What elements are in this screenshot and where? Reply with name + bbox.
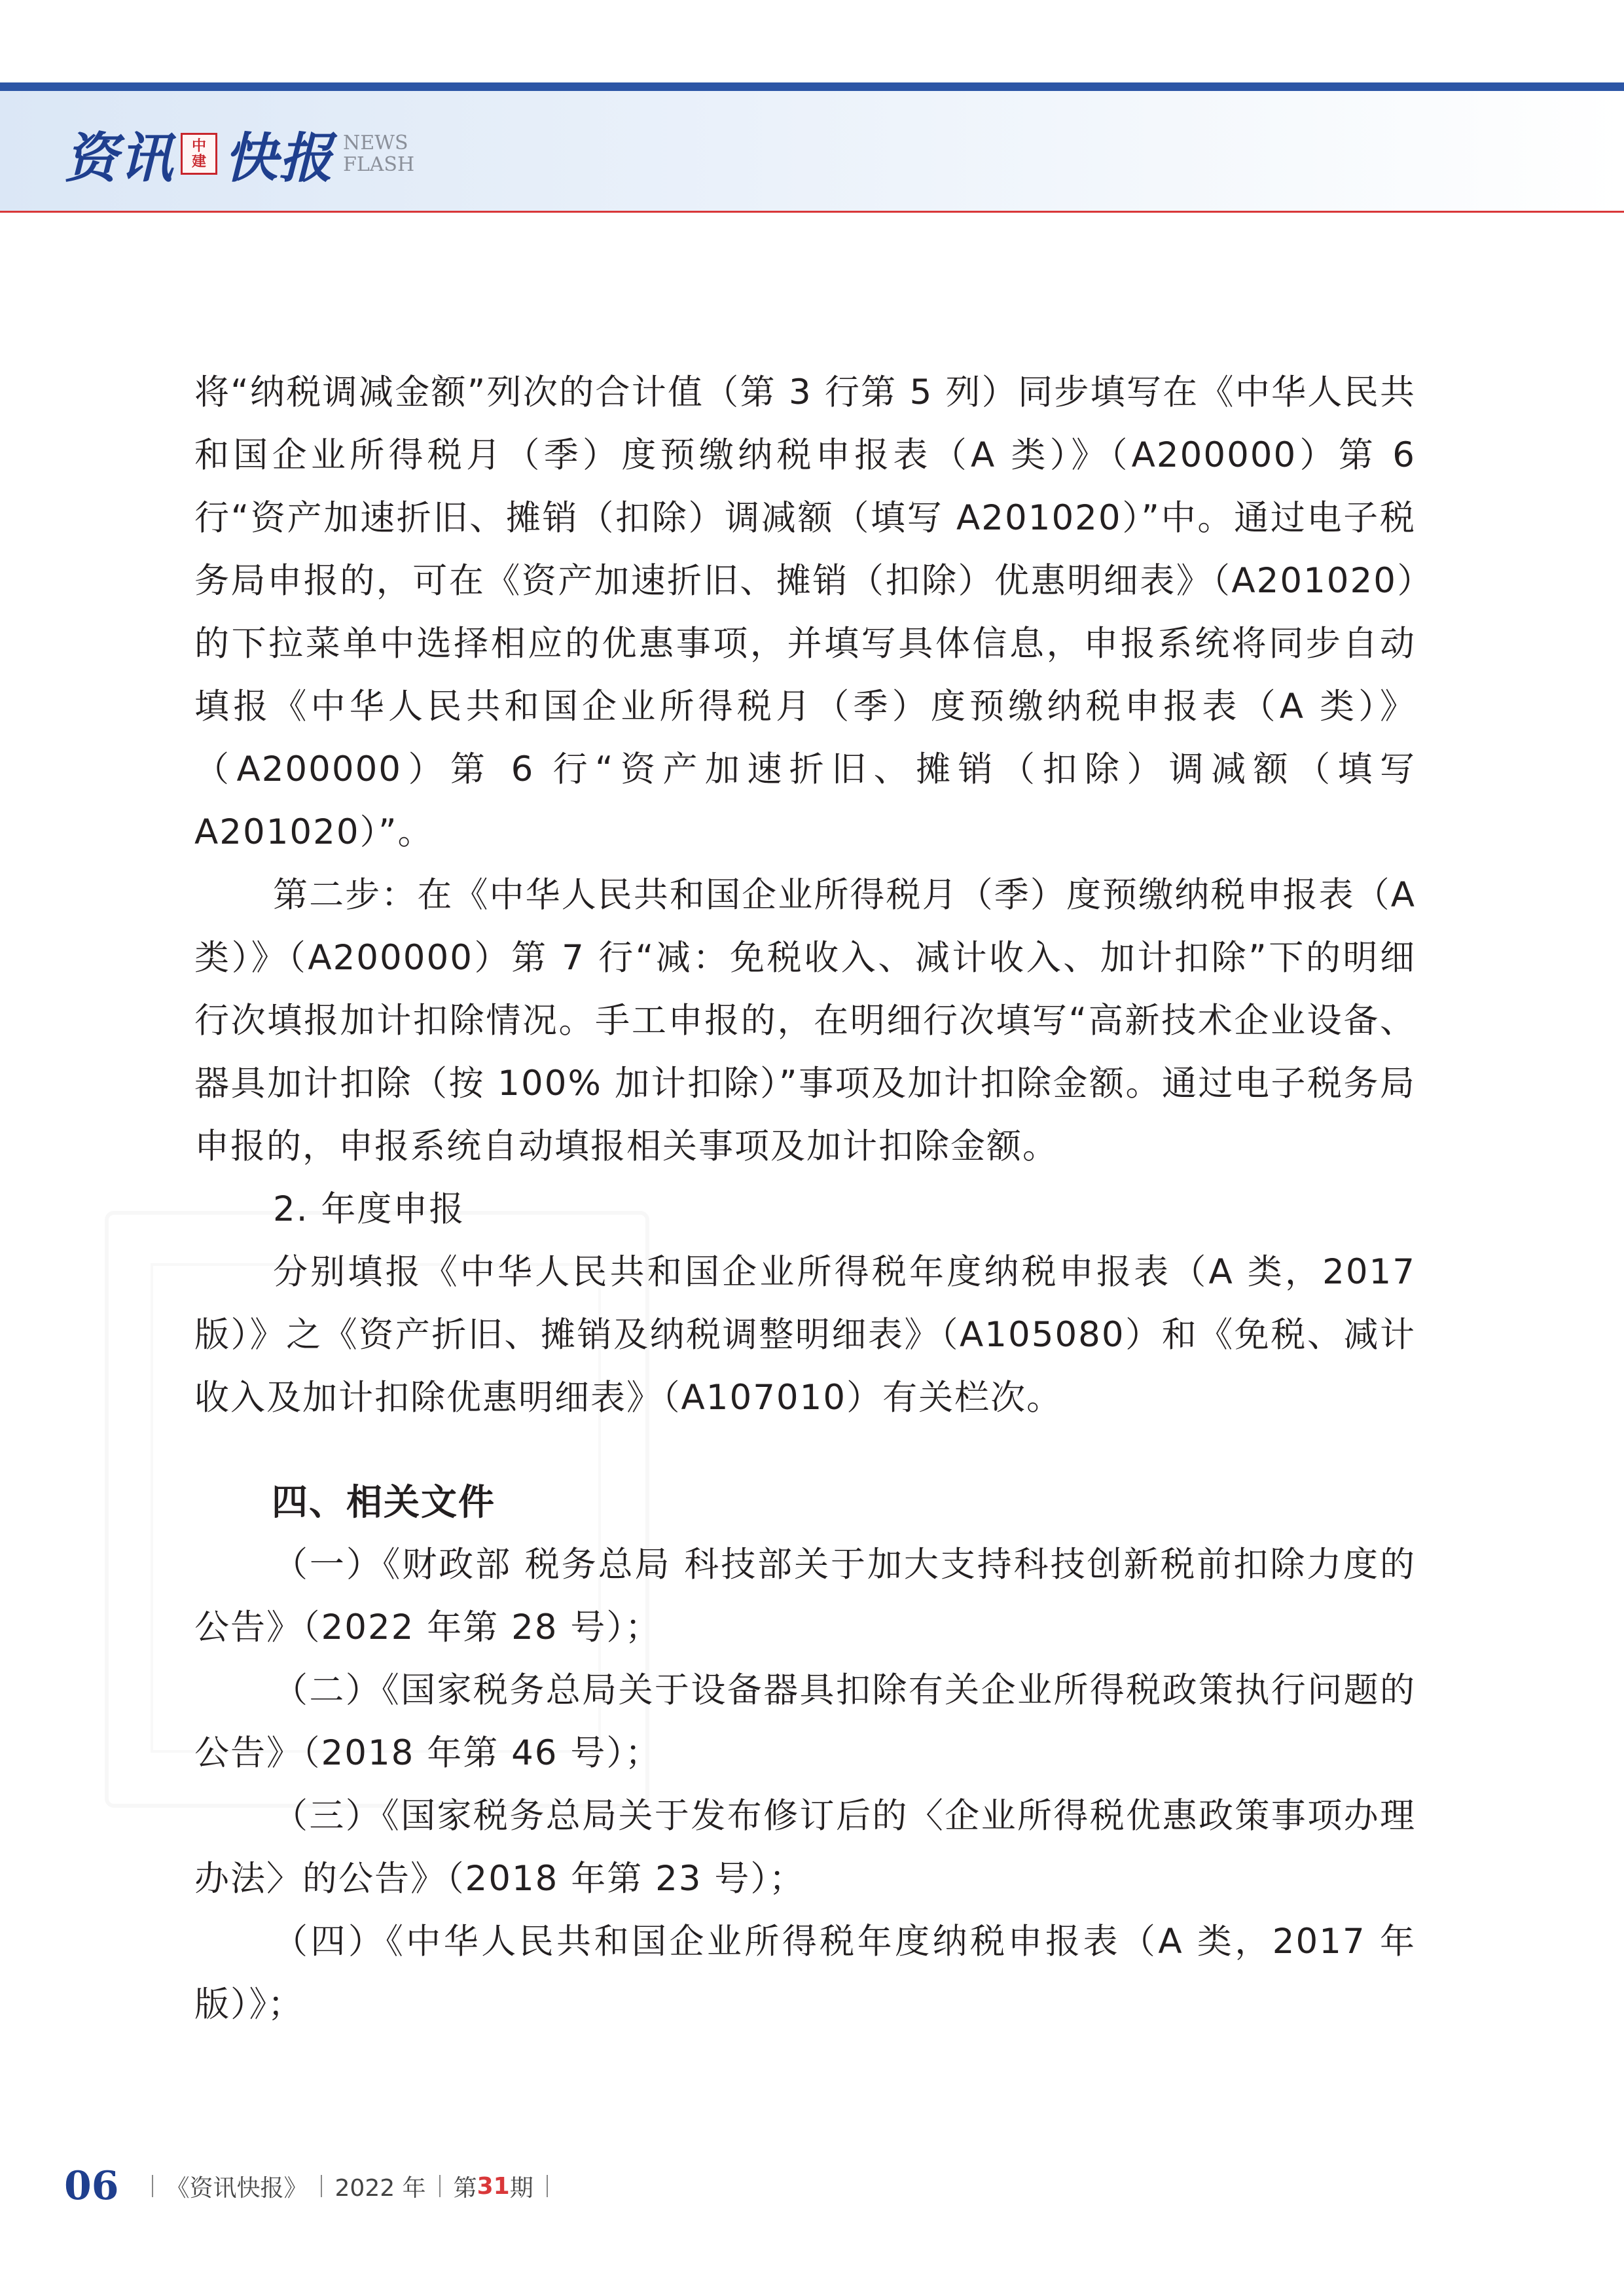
news-label: NEWS <box>343 132 408 154</box>
seal-char-1: 中 <box>191 137 206 154</box>
footer-issue-prefix: 第 <box>453 2174 477 2202</box>
paragraph: 将“纳税调减金额”列次的合计值（第 3 行第 5 列）同步填写在《中华人民共和国企业所得税月（季）度预缴纳税申报表（A 类）》（A200000）第 6 行“资产加速折旧、摊销（扣除）调减额（填写 A201020）”中。通过电子税务局申报的，可在《资产加速折旧、摊销（扣除）优惠明细表》（A201020）的下拉菜单中选择相应的优惠事项，并填写具体信息，申报系统将同步自动填报《中华人民共和国企业所得税月（季）度预缴纳税申报表（A 类）》（A200000）第 6 行“资产加速折旧、摊销（扣除）调减额（填写 A201020）”。 <box>194 372 1416 852</box>
footer-year: 2022 年 <box>334 2174 426 2202</box>
paragraph: 分别填报《中华人民共和国企业所得税年度纳税申报表（A 类，2017 版）》之《资产折旧、摊销及纳税调整明细表》（A105080）和《免税、减计收入及加计扣除优惠明细表》（A107010）有关栏次。 <box>194 1252 1416 1418</box>
footer-issue-number: 31 <box>477 2172 510 2200</box>
footer-issue-suffix: 期 <box>509 2174 533 2202</box>
footer-divider <box>321 2175 322 2197</box>
seal-logo <box>181 133 217 175</box>
flash-label: FLASH <box>343 153 415 176</box>
masthead-title-right: 快报 <box>224 126 334 190</box>
document-item: （三）《国家税务总局关于发布修订后的〈企业所得税优惠政策事项办理办法〉的公告》（2018 年第 23 号）； <box>194 1796 1416 1899</box>
news-flash-label <box>343 132 414 175</box>
document-item: （一）《财政部 税务总局 科技部关于加大支持科技创新税前扣除力度的公告》（2022 年第 28 号）； <box>194 1545 1416 1647</box>
subheading: 2. 年度申报 <box>273 1189 465 1229</box>
seal-char-2: 建 <box>191 153 206 170</box>
paragraph: 第二步：在《中华人民共和国企业所得税月（季）度预缴纳税申报表（A 类）》（A200000）第 7 行“减：免税收入、减计收入、加计扣除”下的明细行次填报加计扣除情况。手工申报的，在明细行次填写“高新技术企业设备、器具加计扣除（按 100% 加计扣除）”事项及加计扣除金额。通过电子税务局申报的，申报系统自动填报相关事项及加计扣除金额。 <box>194 875 1416 1166</box>
article-body <box>194 361 1416 2036</box>
footer-divider <box>152 2175 153 2197</box>
section-title: 四、相关文件 <box>272 1481 496 1523</box>
masthead-title-left: 资讯 <box>64 126 174 190</box>
header-top-rule <box>0 82 1624 91</box>
document-item: （四）《中华人民共和国企业所得税年度纳税申报表（A 类，2017 年版）》； <box>194 1922 1416 2024</box>
header-red-rule <box>0 211 1624 213</box>
footer-publication: 《资讯快报》 <box>166 2174 308 2202</box>
masthead <box>64 115 414 193</box>
page-number: 06 <box>64 2163 119 2209</box>
footer-divider <box>439 2175 441 2197</box>
footer-divider <box>547 2175 548 2197</box>
document-item: （二）《国家税务总局关于设备器具扣除有关企业所得税政策执行问题的公告》（2018 年第 46 号）； <box>194 1670 1416 1773</box>
page-footer <box>64 2160 561 2212</box>
